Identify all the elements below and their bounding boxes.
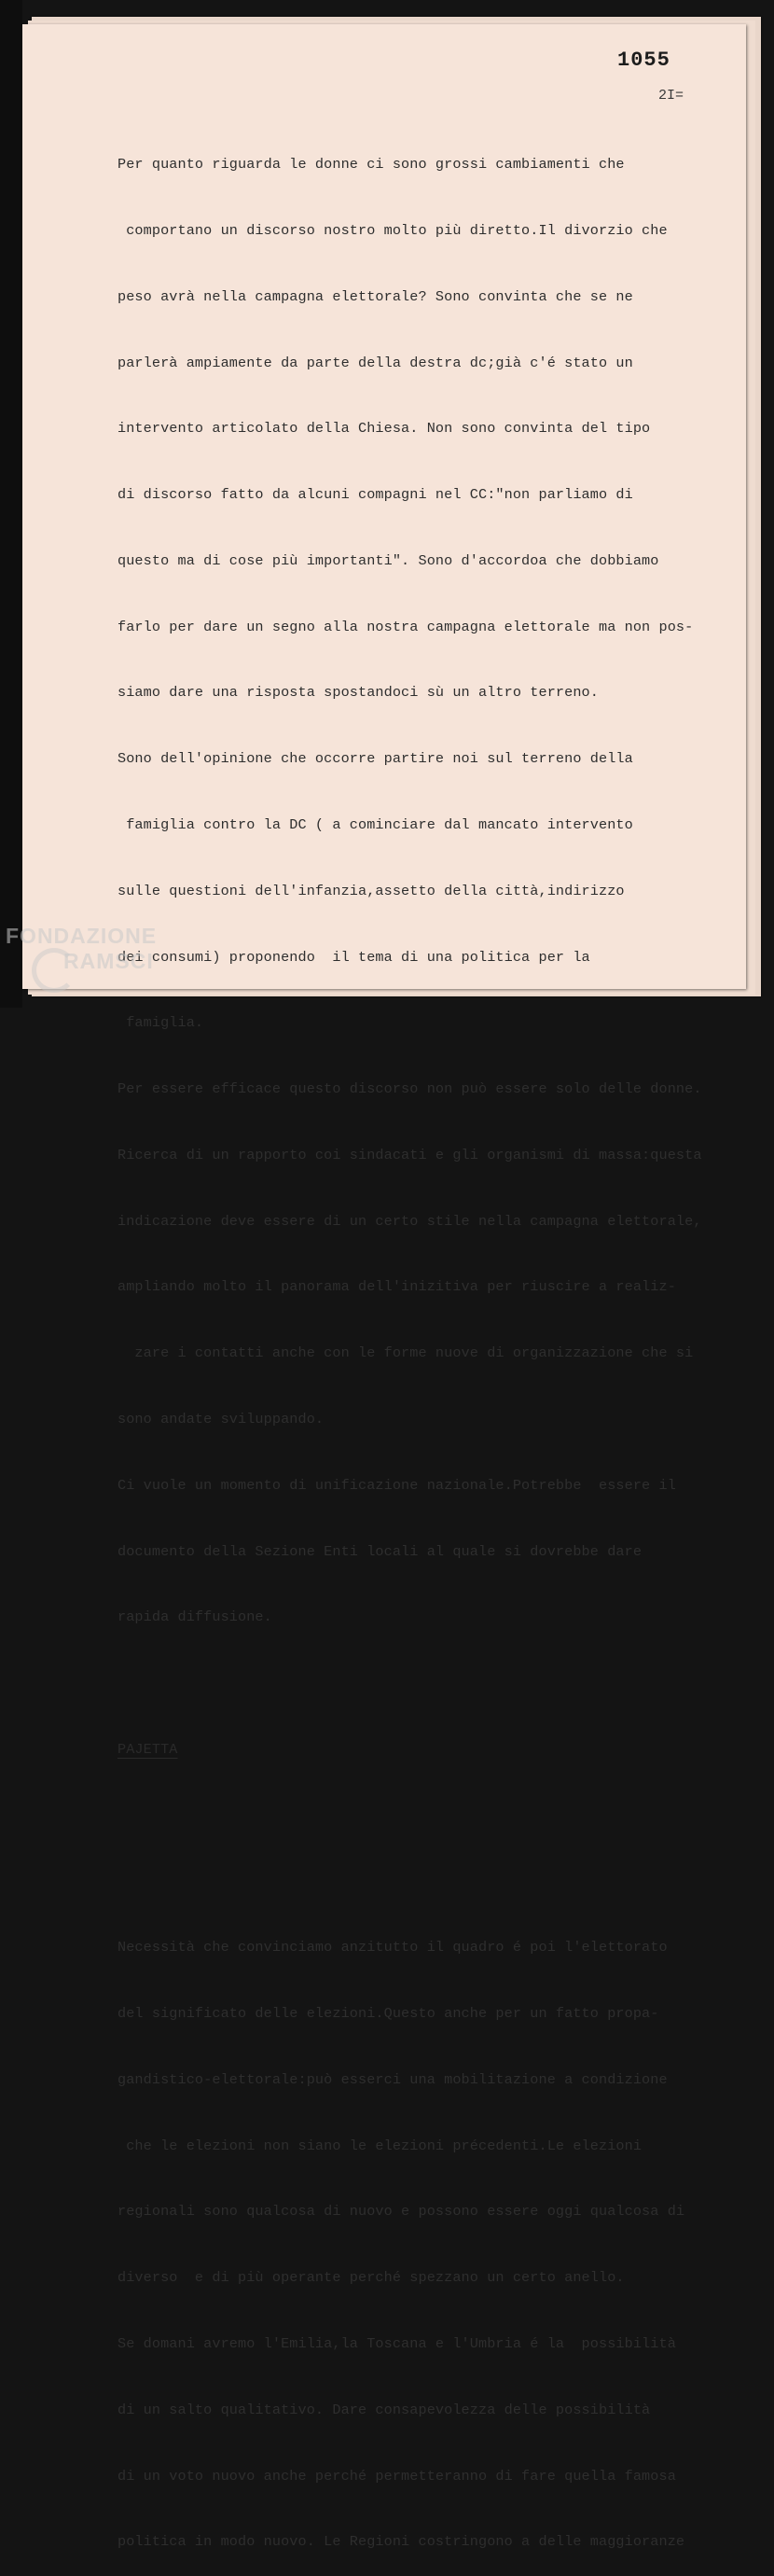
text-line: rapida diffusione. [117, 1608, 272, 1626]
text-line: comportano un discorso nostro molto più diretto.Il divorzio che [117, 221, 668, 239]
watermark-line-2: RAMSCI [63, 949, 154, 973]
text-line: questo ma di cose più importanti". Sono d'accordoa che dobbiamo [117, 551, 659, 569]
text-line: peso avrà nella campagna elettorale? Sono convinta che se ne [117, 287, 633, 305]
blank-line [117, 1673, 733, 1695]
page-number: 2I= [658, 88, 684, 104]
text-line: Ricerca di un rapporto coi sindacati e gli organismi di massa:questa [117, 1146, 702, 1163]
text-line: famiglia contro la DC ( a cominciare dal mancato intervento [117, 816, 633, 833]
text-line: politica in modo nuovo. Le Regioni costringono a delle maggioranze [117, 2533, 685, 2551]
text-line: regionali sono qualcosa di nuovo e possono essere oggi qualcosa di [117, 2203, 685, 2221]
text-line: gandistico-elettorale:può esserci una mobilitazione a condizione [117, 2070, 668, 2088]
fondazione-gramsci-watermark [6, 924, 192, 998]
document-body [117, 110, 733, 2576]
text-line: di un salto qualitativo. Dare consapevolezza delle possibilità [117, 2401, 651, 2418]
text-line: parlerà ampiamente da parte della destra dc;già c'é stato un [117, 354, 633, 371]
text-line: Per essere efficace questo discorso non può essere solo delle donne. [117, 1080, 702, 1098]
folio-number: 1055 [617, 49, 670, 72]
text-line: Sono dell'opinione che occorre partire noi sul terreno della [117, 750, 633, 768]
watermark-line-1: FONDAZIONE [6, 924, 158, 948]
text-line: del significato delle elezioni.Questo anche per un fatto propa- [117, 2005, 659, 2023]
text-line: diverso e di più operante perché spezzano un certo anello. [117, 2269, 625, 2287]
text-line: di un voto nuovo anche perché permetteranno di fare quella famosa [117, 2467, 676, 2485]
text-line: Per quanto riguarda le donne ci sono grossi cambiamenti che [117, 156, 625, 174]
text-line: farlo per dare un segno alla nostra campagna elettorale ma non pos- [117, 618, 694, 635]
text-line: famiglia. [117, 1014, 204, 1032]
speaker-heading: PAJETTA [117, 1740, 178, 1758]
blank-line [117, 1872, 733, 1894]
blank-line [117, 1805, 733, 1828]
text-line: intervento articolato della Chiesa. Non sono convinta del tipo [117, 420, 651, 438]
scan-background-strip [0, 0, 22, 1008]
text-line: di discorso fatto da alcuni compagni nel CC:"non parliamo di [117, 486, 633, 504]
text-line: indicazione deve essere di un certo stile nella campagna elettorale, [117, 1212, 702, 1230]
text-line: ampliando molto il panorama dell'inizitiva per riuscire a realiz- [117, 1278, 676, 1296]
text-line: Ci vuole un momento di unificazione nazionale.Potrebbe essere il [117, 1476, 676, 1494]
text-line: che le elezioni non siano le elezioni précedenti.Le elezioni [117, 2137, 643, 2154]
text-line: dei consumi) proponendo il tema di una politica per la [117, 948, 590, 966]
text-line: Necessità che convinciamo anzitutto il quadro é poi l'elettorato [117, 1939, 668, 1956]
text-line: sono andate sviluppando. [117, 1411, 325, 1428]
text-line: siamo dare una risposta spostandoci sù un altro terreno. [117, 684, 599, 702]
text-line: zare i contatti anche con le forme nuove di organizzazione che si [117, 1344, 694, 1362]
text-line: sulle questioni dell'infanzia,assetto della città,indirizzo [117, 882, 625, 899]
text-line: Se domani avremo l'Emilia,la Toscana e l'Umbria é la possibilità [117, 2334, 676, 2352]
text-line: documento della Sezione Enti locali al quale si dovrebbe dare [117, 1542, 643, 1560]
